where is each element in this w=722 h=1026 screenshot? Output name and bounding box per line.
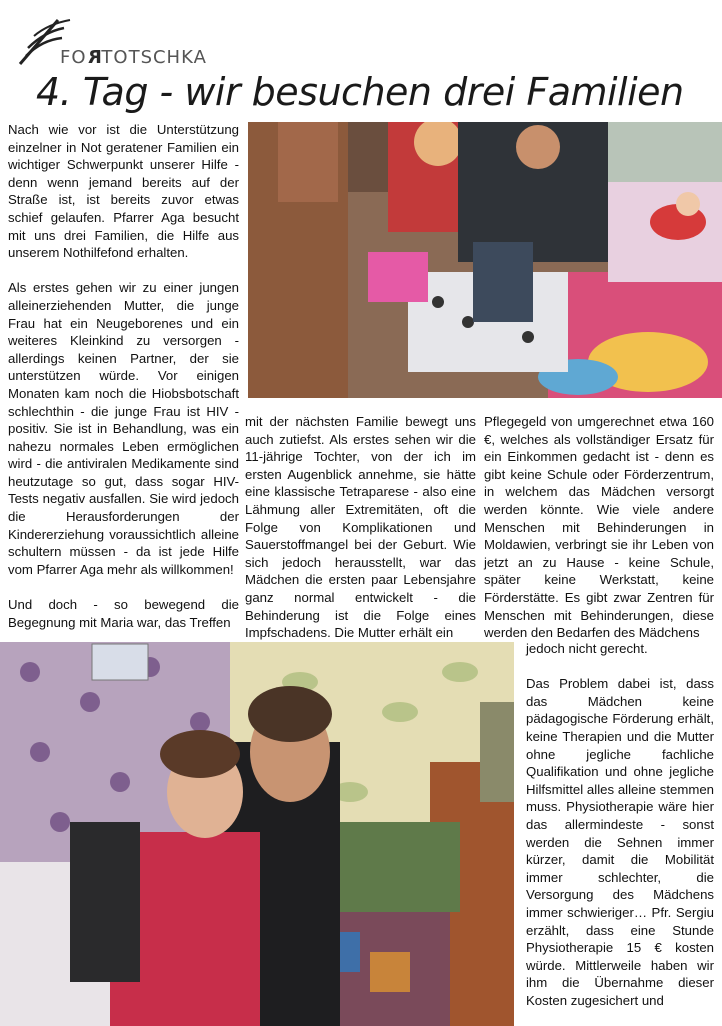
photo-mother-daughter <box>0 642 514 1026</box>
paragraph: Als erstes gehen wir zu einer jungen alleinerziehenden Mutter, die junge Frau hat ein Neugeborenes und ein weiteres Kleinkind zu versorgen - allerdings keinen Partner, der sie unterstützen würde. Vor einigen Monaten kam noch die Hiobsbotschaft schlechthin - die junge Frau ist HIV - positiv. Sie ist in Behandlung, was ein nahezu normales Leben ermöglichen wird - die antiviralen Medikamente sind heutzutage so gut, dass sogar HIV-Tests negativ ausfallen. Sie wird jedoch die Herausforderungen der Kindererziehung voraussichtlich alleine schultern müssen - da ist jede Hilfe vom Pfarrer Aga mehr als willkommen! <box>8 280 239 577</box>
page-title: 4. Tag - wir besuchen drei Familien <box>36 70 684 114</box>
column-right-bottom <box>526 640 714 1009</box>
column-left <box>8 121 239 631</box>
photo-family-visit <box>248 122 722 398</box>
logo-wordmark: FORTOTSCHKA <box>60 47 207 68</box>
paragraph: mit der nächsten Familie bewegt uns auch zutiefst. Als erstes sehen wir die 11-jährige Tochter, von der ich im ersten Augenblick annehme, sie hätte eine klassische Tetraparese - also eine Lähmung aller Extremitäten, oft die Folge von Komplikationen und Sauerstoffmangel bei der Geburt. Wie sich jedoch herausstellt, war das Mädchen die ersten paar Lebensjahre ganz normal entwickelt - die Behinderung ist die Folge eines Impfschadens. Die Mutter erhält ein <box>245 414 476 641</box>
column-right-top <box>484 413 714 642</box>
logo <box>14 14 244 72</box>
paragraph: jedoch nicht gerecht. <box>526 641 648 656</box>
paragraph: Und doch - so bewegend die Begegnung mit Maria war, das Treffen <box>8 597 239 630</box>
paragraph: Das Problem dabei ist, dass das Mädchen keine pädagogische Förderung erhält, keine Therapien und die Mutter ohne jegliche fachliche Qualifikation und ohne jegliche Hilfsmittel alles alleine stemmen muss. Physiotherapie wäre hier das allermindeste - sonst werden die Sehnen immer kürzer, damit die Mobilität immer schlechter, die Versorgung des Mädchens immer schwieriger… Pfr. Sergiu erzählt, dass eine Stunde Physiotherapie 15 € kosten würde. Mittlerweile haben wir ihm die Übernahme dieser Kosten zugesichert und <box>526 676 714 1008</box>
column-middle <box>245 413 476 642</box>
paragraph: Nach wie vor ist die Unterstützung einzelner in Not geratener Familien ein wichtiger Schwerpunkt unserer Hilfe - denn wenn jemand bereits auf der Straße ist, ist bereits zuvor etwas schief gelaufen. Pfarrer Aga besucht mit uns drei Familien, die Hilfe aus unserem Nothilfefond erhalten. <box>8 122 239 261</box>
paragraph: Pflegegeld von umgerechnet etwa 160 €, welches als vollständiger Ersatz für ein Einkommen gedacht ist - denn es gibt keine Schule oder Förderzentrum, in welchem das Mädchen versorgt werden könnte. Wie viele andere Menschen mit Behinderungen in Moldawien, verbringt sie ihr Leben von jetzt an zu Hause - keine Schule, später keine Werkstatt, keine Förderstätte. Es gibt zwar Zentren für Menschen mit Behinderungen, diese werden den Bedarfen des Mädchens <box>484 414 714 641</box>
